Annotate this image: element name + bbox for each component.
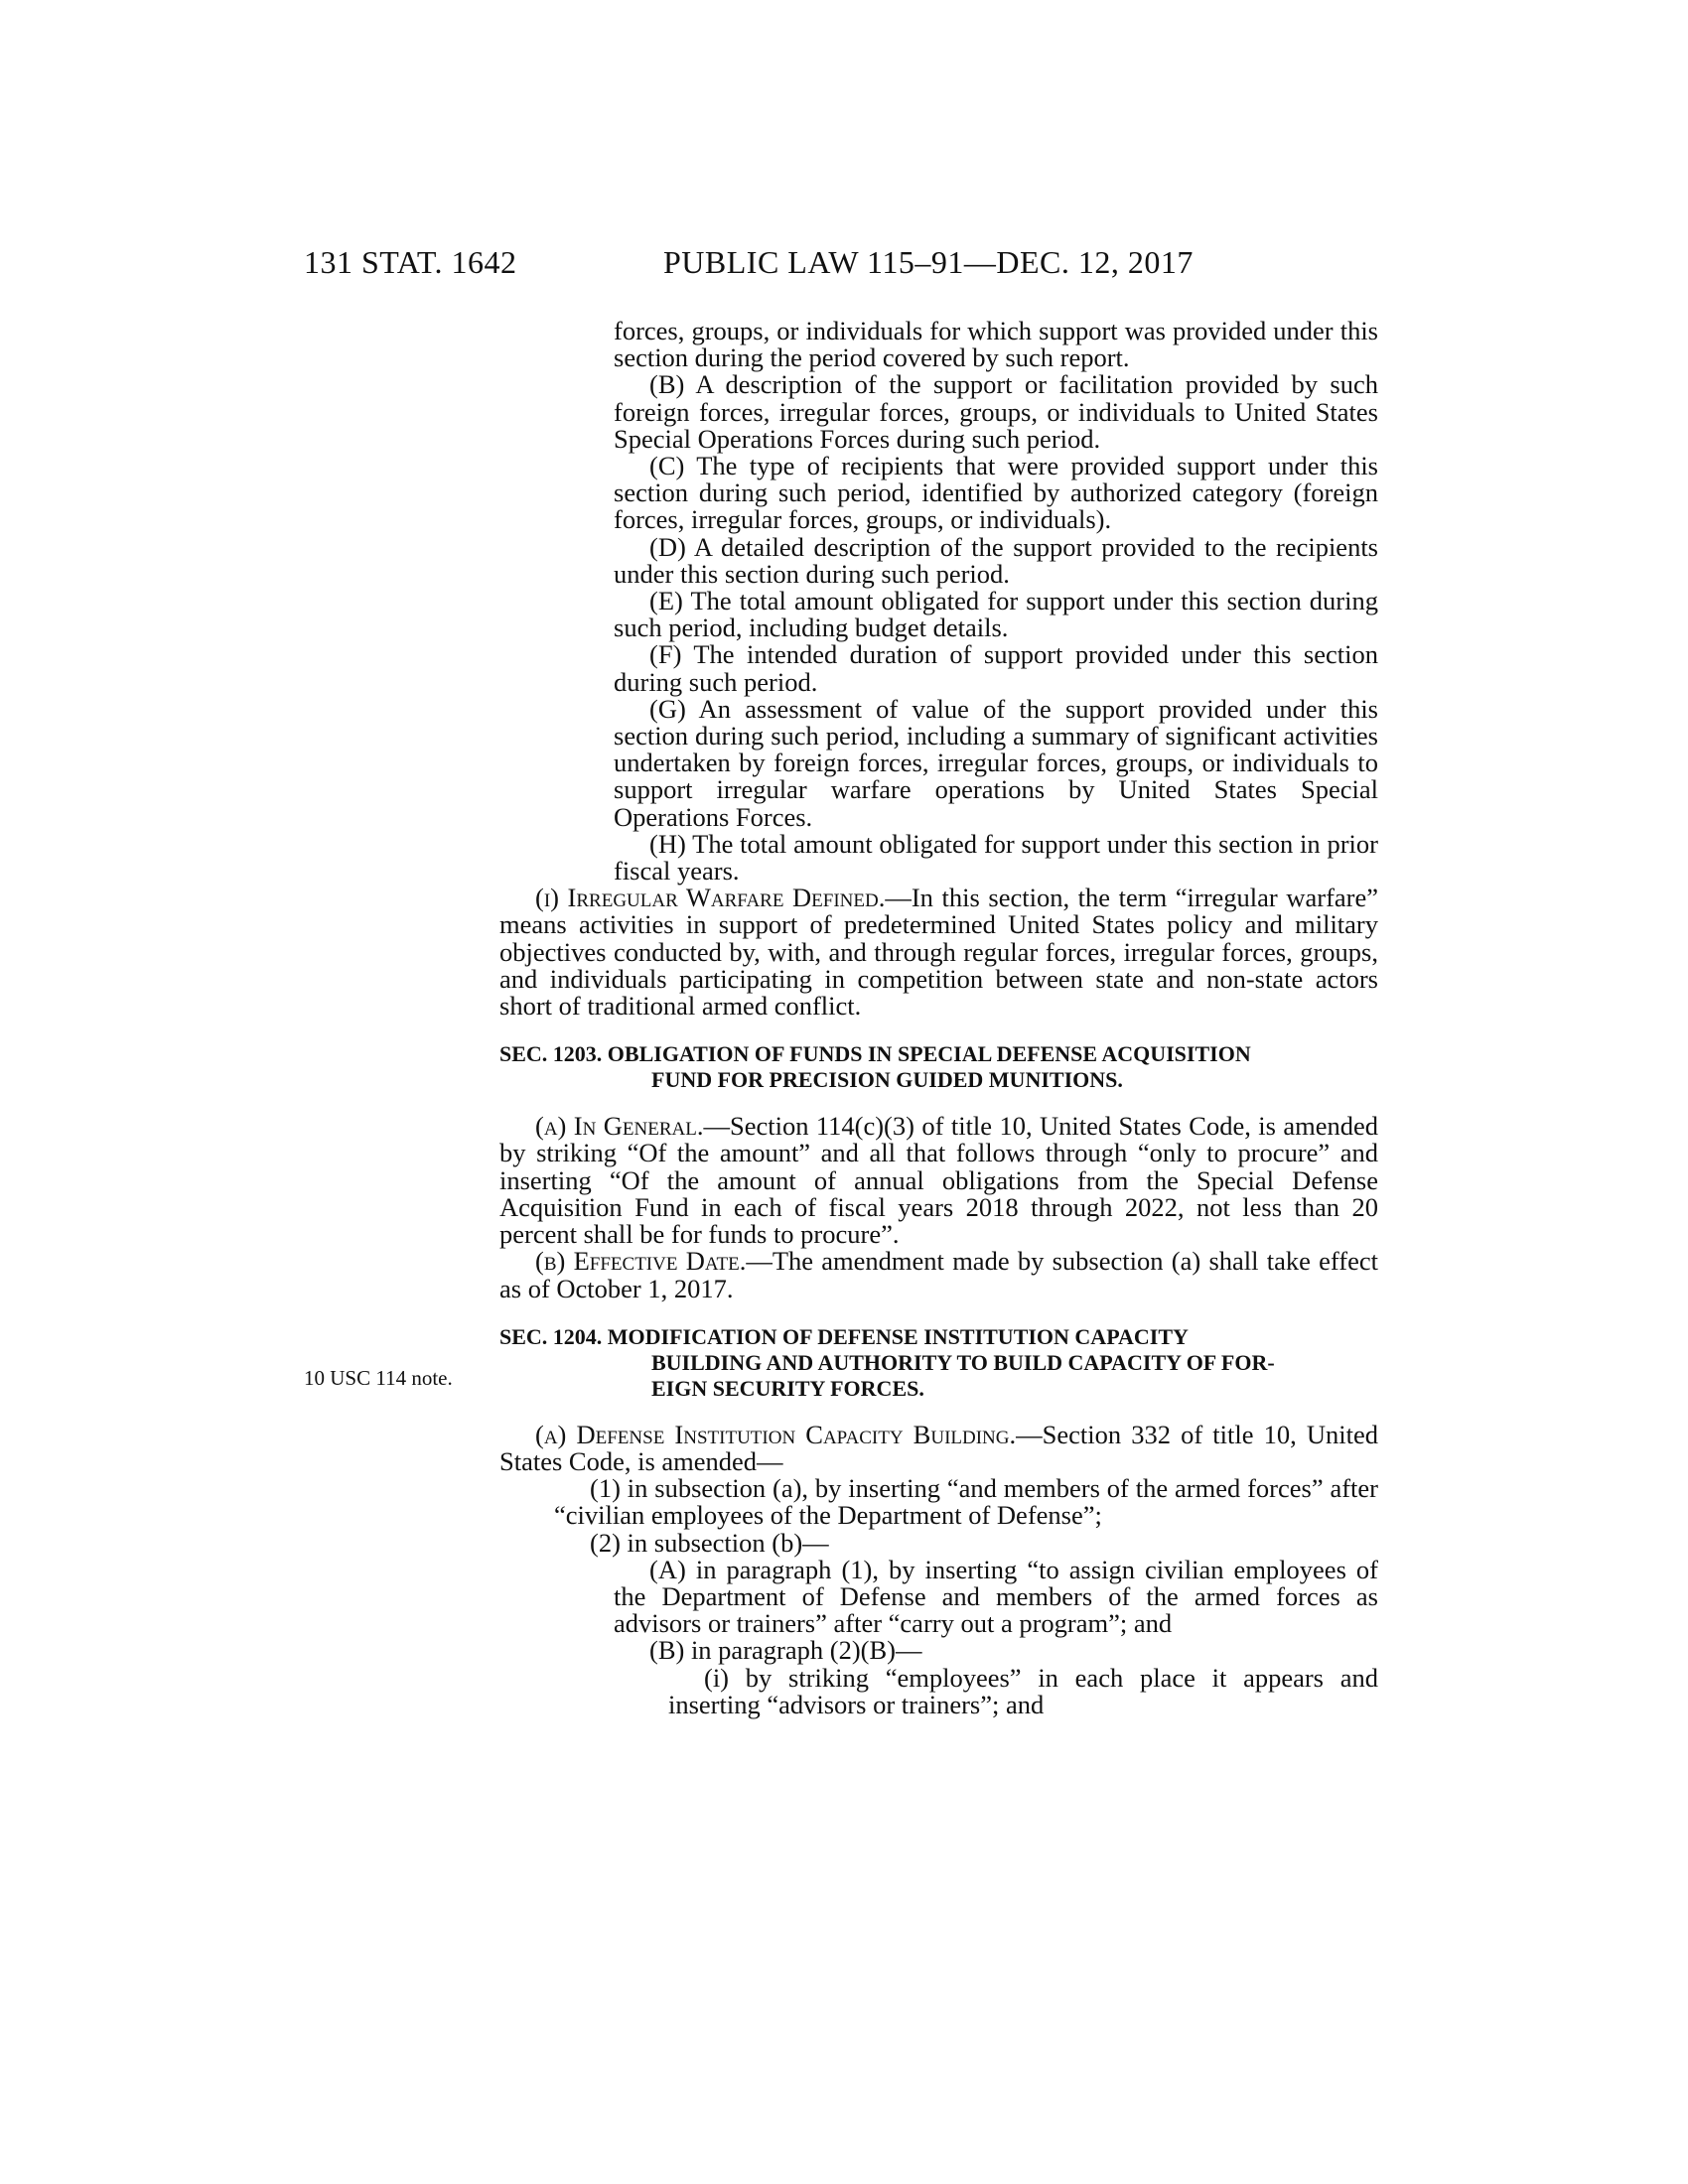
section-1204-heading: [499, 1324, 1378, 1402]
section-1204-subsection-a: [499, 1419, 1378, 1476]
statute-page-number: 131 STAT. 1642: [304, 244, 517, 280]
section-1204-a-heading: (a) Defense Institution Capacity Building.: [535, 1419, 1017, 1449]
paragraph-E: (E) The total amount obligated for support under this section during such period, including budget details.: [614, 586, 1378, 643]
paragraph-H: (H) The total amount obligated for support under this section in prior fiscal years.: [614, 828, 1378, 887]
public-law-header: PUBLIC LAW 115–91—DEC. 12, 2017: [663, 244, 1194, 280]
paragraph-G: (G) An assessment of value of the support provided under this section during such period, including a summary of significant activities undertaken by foreign forces, irregular forces, groups, or individuals to support irregular warfare operations by United States Special Operations Forces.: [614, 693, 1378, 832]
paragraph-D: (D) A detailed description of the support provided to the recipients under this section during such period.: [614, 531, 1378, 589]
section-1203-a-text: —Section 114(c)(3) of title 10, United States Code, is amended by striking “Of the amount” and all that follows through “only to procure” and inserting “Of the amount of annual obligations from the Special Defense Acquisition Fund in each of fiscal years 2018 through 2022, not less than 20 percent shall be for funds to procure”.: [499, 1111, 1378, 1250]
section-1204-heading-line3: EIGN SECURITY FORCES.: [651, 1375, 924, 1401]
section-1204-heading-line2: BUILDING AND AUTHORITY TO BUILD CAPACITY OF FOR-: [651, 1349, 1275, 1375]
section-1204-a-2-B-i: (i) by striking “employees” in each place it appears and inserting “advisors or trainers”; and: [668, 1662, 1378, 1719]
paragraph-B: (B) A description of the support or facilitation provided by such foreign forces, irregular forces, groups, or individuals to United States Special Operations Forces during such period.: [614, 369, 1378, 454]
section-1203-b-text: —The amendment made by subsection (a) shall take effect as of October 1, 2017.: [499, 1246, 1378, 1303]
document-body: [499, 318, 1378, 1718]
section-1203-heading-line1: SEC. 1203. OBLIGATION OF FUNDS IN SPECIAL DEFENSE ACQUISITION: [499, 1041, 1251, 1067]
section-1204-a-paragraph-2: (2) in subsection (b)—: [590, 1527, 829, 1558]
subsection-i-text: —In this section, the term “irregular warfare” means activities in support of predetermined United States policy and military objectives conducted by, with, and through regular forces, irregular forces, groups, and individuals participating in competition between state and non-state actors short of traditional armed conflict.: [499, 883, 1378, 1022]
margin-note: 10 USC 114 note.: [304, 1366, 453, 1390]
paragraph-A-continuation: forces, groups, or individuals for which support was provided under this section during the period covered by such report.: [614, 316, 1378, 373]
subsection-i: [499, 885, 1378, 1020]
paragraph-C: (C) The type of recipients that were provided support under this section during such period, identified by authorized category (foreign forces, irregular forces, groups, or individuals).: [614, 451, 1378, 535]
section-1203-subsection-b: [499, 1248, 1378, 1301]
section-1203-heading: [499, 1041, 1378, 1093]
section-1204-a-2-B: (B) in paragraph (2)(B)—: [649, 1635, 922, 1666]
section-1203-subsection-a: [499, 1113, 1378, 1248]
section-1204-a-text: —Section 332 of title 10, United States Code, is amended—: [499, 1419, 1378, 1476]
subsection-i-heading: (i) Irregular Warfare Defined.: [535, 883, 886, 913]
section-1203-b-heading: (b) Effective Date.: [535, 1246, 747, 1277]
section-1203-heading-line2: FUND FOR PRECISION GUIDED MUNITIONS.: [651, 1067, 1123, 1093]
section-1204-a-paragraph-1: (1) in subsection (a), by inserting “and members of the armed forces” after “civilian employees of the Department of Defense”;: [554, 1473, 1378, 1531]
section-1204-a-2-A: (A) in paragraph (1), by inserting “to assign civilian employees of the Department of Defense and members of the armed forces as advisors or trainers” after “carry out a program”; and: [614, 1554, 1378, 1639]
section-1204-heading-line1: SEC. 1204. MODIFICATION OF DEFENSE INSTITUTION CAPACITY: [499, 1323, 1189, 1349]
section-1203-a-heading: (a) In General.: [535, 1111, 704, 1142]
paragraph-F: (F) The intended duration of support provided under this section during such period.: [614, 639, 1378, 697]
